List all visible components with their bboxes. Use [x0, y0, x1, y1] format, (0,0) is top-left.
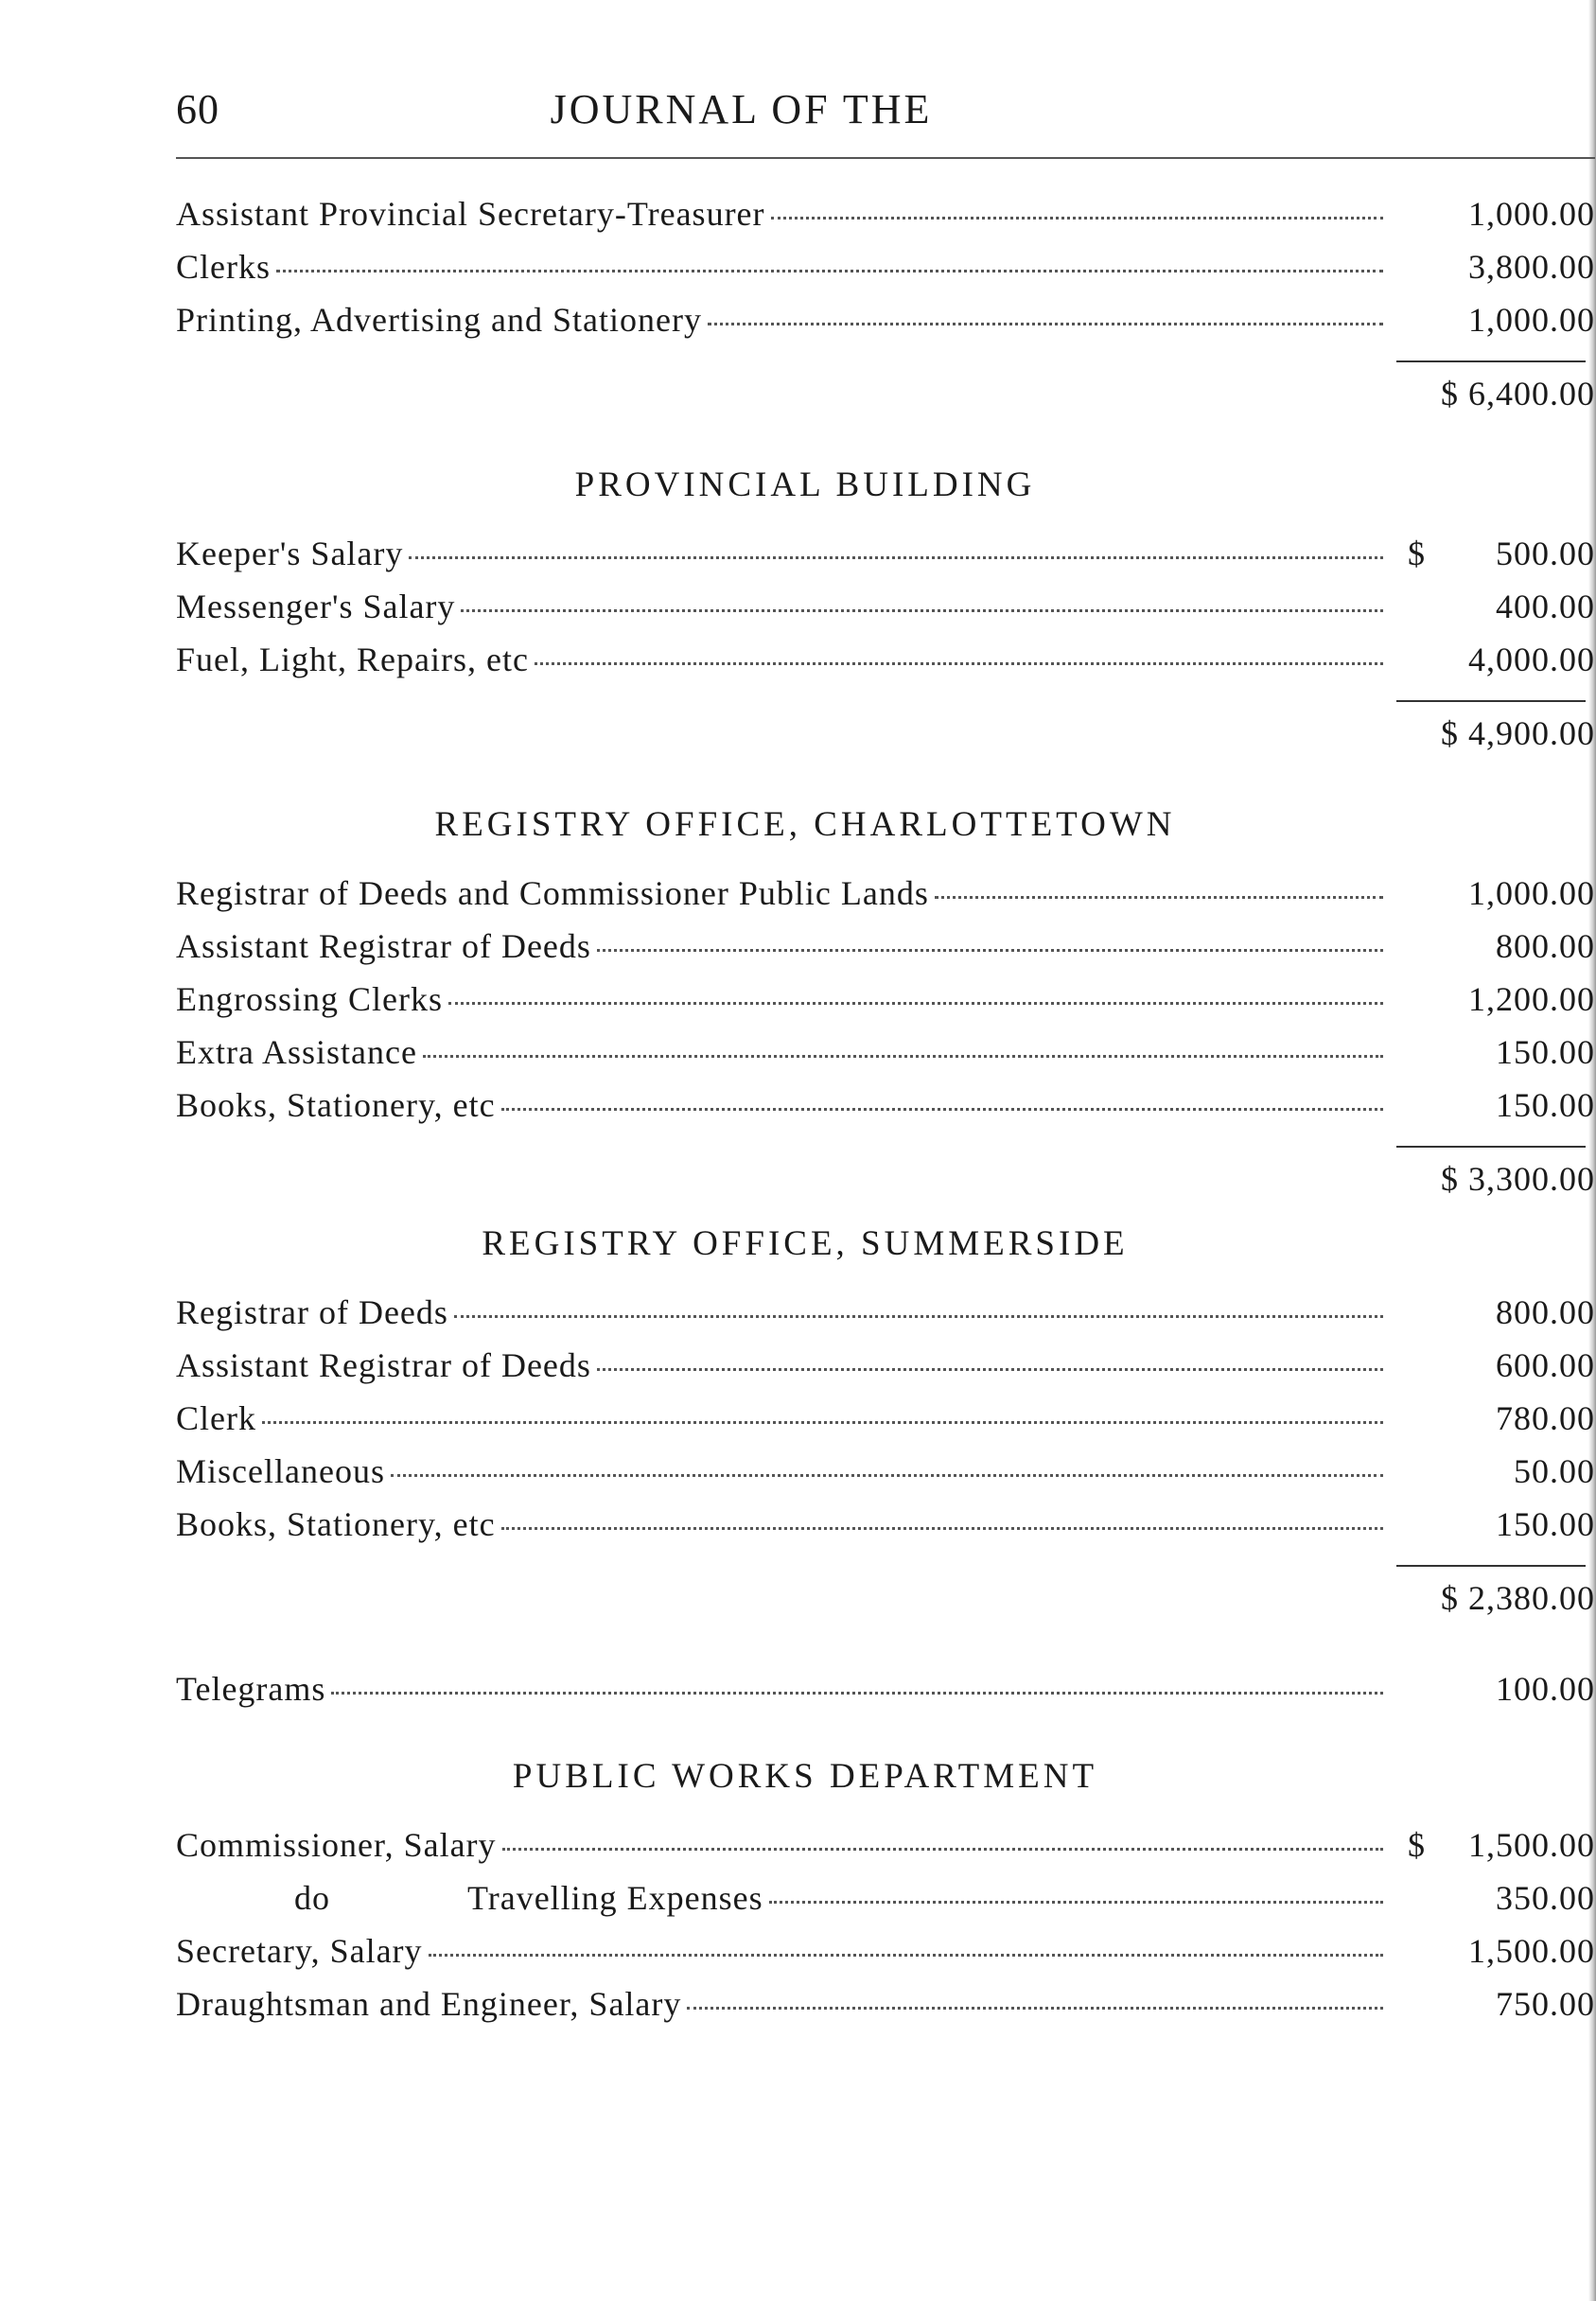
amount-value: 100.00 — [1496, 1670, 1595, 1708]
amount-value: 600.00 — [1496, 1346, 1595, 1384]
list-item — [176, 1669, 1595, 1722]
amount-value: 780.00 — [1496, 1399, 1595, 1437]
dot-leader — [331, 1692, 1383, 1695]
list-item — [176, 1398, 1595, 1451]
item-amount — [1396, 873, 1595, 913]
amount-value: 1,500.00 — [1468, 1826, 1595, 1864]
item-label-text: Travelling Expenses — [467, 1879, 763, 1917]
amount-value: 3,800.00 — [1468, 248, 1595, 286]
item-amount — [1396, 1292, 1595, 1332]
dot-leader — [454, 1315, 1383, 1318]
currency-sign: $ — [1408, 535, 1426, 572]
item-amount — [1396, 926, 1595, 966]
section-total — [176, 362, 1595, 430]
dot-leader — [597, 1368, 1383, 1371]
dot-leader — [448, 1002, 1383, 1005]
dot-leader — [262, 1421, 1383, 1424]
section-registry-summerside — [176, 1223, 1595, 1635]
dot-leader — [935, 896, 1383, 899]
running-title: JOURNAL OF THE — [550, 86, 933, 132]
section-total — [176, 1567, 1595, 1635]
amount-value: 4,000.00 — [1468, 641, 1595, 678]
section-registry-charlottetown — [176, 804, 1595, 1216]
item-amount — [1396, 1504, 1595, 1544]
amount-value: 1,000.00 — [1468, 874, 1595, 912]
item-amount — [1396, 1032, 1595, 1072]
item-amount — [1396, 1984, 1595, 2024]
section-title: PUBLIC WORKS DEPARTMENT — [512, 1757, 1098, 1796]
dot-leader — [429, 1954, 1383, 1957]
section-public-works — [176, 1756, 1595, 2037]
amount-value: 150.00 — [1496, 1086, 1595, 1124]
list-item — [176, 300, 1595, 353]
item-label: Keeper's Salary — [176, 535, 404, 572]
item-amount — [1396, 1931, 1595, 1971]
item-amount — [1396, 1669, 1595, 1709]
dot-leader — [391, 1474, 1383, 1477]
amount-value: 350.00 — [1496, 1879, 1595, 1917]
dot-leader — [502, 1848, 1383, 1851]
amount-value: 150.00 — [1496, 1505, 1595, 1543]
amount-value: 150.00 — [1496, 1033, 1595, 1071]
item-label: Books, Stationery, etc — [176, 1086, 496, 1124]
list-item — [176, 1825, 1595, 1878]
section-secretary-treasurer — [176, 194, 1595, 430]
currency-sign: $ — [1408, 1826, 1426, 1864]
list-item — [176, 247, 1595, 300]
item-amount — [1396, 194, 1595, 234]
dot-leader — [708, 323, 1383, 325]
item-amount — [1396, 1345, 1595, 1385]
list-item — [176, 1032, 1595, 1085]
item-amount — [1396, 1825, 1595, 1865]
list-item — [176, 534, 1595, 587]
section-telegrams — [176, 1669, 1595, 1722]
item-label: Assistant Provincial Secretary-Treasurer — [176, 195, 765, 233]
list-item — [176, 640, 1595, 693]
item-label: Assistant Registrar of Deeds — [176, 1346, 591, 1384]
dot-leader — [501, 1108, 1383, 1111]
item-label: Commissioner, Salary — [176, 1826, 497, 1864]
list-item — [176, 1878, 1595, 1931]
amount-value: 800.00 — [1496, 927, 1595, 965]
list-item — [176, 1931, 1595, 1984]
item-label: Secretary, Salary — [176, 1932, 423, 1970]
item-amount — [1396, 1398, 1595, 1438]
dot-leader — [597, 949, 1383, 952]
amount-value: 800.00 — [1496, 1293, 1595, 1331]
amount-value: 400.00 — [1496, 588, 1595, 625]
total-amount: $ 3,300.00 — [1441, 1160, 1595, 1198]
amount-value: 50.00 — [1514, 1452, 1595, 1490]
item-label: Messenger's Salary — [176, 588, 456, 625]
dot-leader — [409, 556, 1383, 559]
dot-leader — [501, 1527, 1383, 1530]
item-amount — [1396, 1451, 1595, 1491]
item-amount — [1396, 587, 1595, 626]
dot-leader — [535, 662, 1383, 665]
item-amount — [1396, 534, 1595, 573]
item-label: Registrar of Deeds and Commissioner Public Lands — [176, 874, 929, 912]
appropriations-list — [176, 194, 1595, 2037]
ditto-mark: do — [294, 1879, 330, 1917]
list-item — [176, 979, 1595, 1032]
total-amount: $ 4,900.00 — [1441, 714, 1595, 752]
item-label: Registrar of Deeds — [176, 1293, 448, 1331]
amount-value: 750.00 — [1496, 1985, 1595, 2023]
item-label: Fuel, Light, Repairs, etc — [176, 641, 529, 678]
amount-value: 500.00 — [1496, 535, 1595, 572]
dot-leader — [769, 1901, 1383, 1904]
item-label: Miscellaneous — [176, 1452, 385, 1490]
section-title: PROVINCIAL BUILDING — [574, 465, 1036, 504]
section-provincial-building — [176, 465, 1595, 770]
section-total — [176, 1148, 1595, 1216]
list-item — [176, 1504, 1595, 1557]
list-item — [176, 1451, 1595, 1504]
item-label: Clerk — [176, 1399, 256, 1437]
page-header — [0, 76, 1596, 142]
amount-value: 1,200.00 — [1468, 980, 1595, 1018]
item-label: Printing, Advertising and Stationery — [176, 301, 702, 339]
dot-leader — [423, 1055, 1383, 1058]
amount-value: 1,000.00 — [1468, 195, 1595, 233]
section-total — [176, 702, 1595, 770]
total-amount: $ 6,400.00 — [1441, 375, 1595, 413]
amount-value: 1,500.00 — [1468, 1932, 1595, 1970]
amount-value: 1,000.00 — [1468, 301, 1595, 339]
item-label: Telegrams — [176, 1670, 326, 1708]
dot-leader — [771, 217, 1383, 220]
header-rule — [176, 157, 1595, 159]
list-item — [176, 194, 1595, 247]
list-item — [176, 1984, 1595, 2037]
list-item — [176, 926, 1595, 979]
item-amount — [1396, 1085, 1595, 1125]
list-item — [176, 587, 1595, 640]
item-amount — [1396, 979, 1595, 1019]
item-amount — [1396, 247, 1595, 287]
item-label: Clerks — [176, 248, 271, 286]
dot-leader — [276, 270, 1383, 272]
dot-leader — [461, 609, 1383, 612]
section-title: REGISTRY OFFICE, CHARLOTTETOWN — [434, 805, 1176, 844]
item-label: Draughtsman and Engineer, Salary — [176, 1985, 682, 2023]
item-label: Extra Assistance — [176, 1033, 417, 1071]
page-number: 60 — [176, 86, 219, 132]
list-item — [176, 1292, 1595, 1345]
item-label — [176, 1878, 763, 1918]
total-amount: $ 2,380.00 — [1441, 1579, 1595, 1617]
item-amount — [1396, 640, 1595, 679]
section-title: REGISTRY OFFICE, SUMMERSIDE — [482, 1224, 1129, 1263]
item-amount — [1396, 1878, 1595, 1918]
item-amount — [1396, 300, 1595, 340]
item-label: Assistant Registrar of Deeds — [176, 927, 591, 965]
list-item — [176, 1085, 1595, 1138]
list-item — [176, 873, 1595, 926]
item-label: Books, Stationery, etc — [176, 1505, 496, 1543]
dot-leader — [687, 2007, 1383, 2010]
list-item — [176, 1345, 1595, 1398]
item-label: Engrossing Clerks — [176, 980, 443, 1018]
